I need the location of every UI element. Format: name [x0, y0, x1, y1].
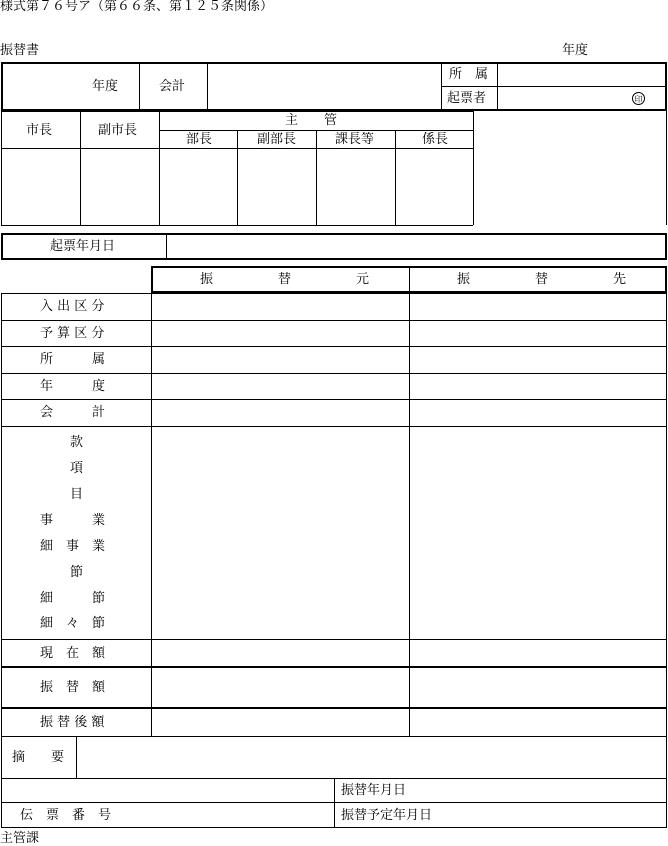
setsu-label: 節: [70, 565, 84, 580]
unit-chief-stamp-cell[interactable]: [396, 150, 472, 224]
after-amount-from-field[interactable]: [153, 710, 408, 735]
budget-class-label: 予 算 区 分: [40, 326, 105, 341]
summary-field[interactable]: [78, 738, 665, 777]
current-amount-label: 現 在 額: [40, 646, 106, 661]
drafter-label: 起票者: [447, 91, 487, 106]
transfer-date-field[interactable]: [420, 779, 665, 801]
dept-label: 所 属: [449, 67, 489, 82]
mayor-stamp-cell[interactable]: [2, 150, 79, 224]
director-label: 部長: [186, 132, 213, 147]
dept-row-label: 所 属: [40, 352, 106, 367]
saisaisetsu-label: 細 々 節: [40, 616, 106, 631]
after-amount-to-field[interactable]: [411, 710, 665, 735]
current-amount-to-field[interactable]: [411, 641, 665, 665]
planned-date-field[interactable]: [440, 804, 665, 826]
saisetsu-label: 細 節: [40, 591, 106, 606]
account-row-label: 会 計: [40, 405, 106, 420]
dept-to-field[interactable]: [411, 348, 665, 372]
year-row-label: 年 度: [40, 379, 106, 394]
transfer-amount-label: 振 替 額: [40, 680, 106, 695]
year-from-field[interactable]: [153, 375, 408, 398]
voucher-number-field[interactable]: [2, 779, 333, 801]
supervising-label: 主 管: [285, 113, 338, 128]
fiscal-year-top: 年度: [562, 43, 589, 58]
transfer-to-header: 振 替 先: [457, 272, 627, 287]
voucher-number-label: 伝 票 番 号: [20, 808, 112, 823]
dept-from-field[interactable]: [153, 348, 408, 372]
vice-mayor-label: 副市長: [98, 123, 138, 138]
saijigyou-label: 細 事 業: [40, 539, 106, 554]
section-chief-stamp-cell[interactable]: [317, 150, 394, 224]
seal-mark: 印: [632, 92, 645, 105]
current-amount-from-field[interactable]: [153, 641, 408, 665]
transfer-date-label: 振替年月日: [341, 783, 407, 798]
transfer-amount-from-field[interactable]: [153, 669, 408, 706]
account-name-field[interactable]: [209, 64, 439, 109]
budget-from-field[interactable]: [153, 322, 408, 345]
summary-label: 摘 要: [12, 750, 65, 765]
form-title: 様式第７６号ア（第６６条、第１２５条関係）: [0, 0, 274, 14]
draft-date-label: 起票年月日: [50, 239, 116, 254]
vice-mayor-stamp-cell[interactable]: [81, 150, 158, 224]
kou-label: 項: [70, 461, 84, 476]
year-to-field[interactable]: [411, 375, 665, 398]
draft-date-field[interactable]: [168, 235, 665, 258]
mayor-label: 市長: [26, 123, 53, 138]
deputy-director-stamp-cell[interactable]: [238, 150, 315, 224]
transfer-from-header: 振 替 元: [200, 272, 370, 287]
after-amount-label: 振 替 後 額: [40, 715, 105, 730]
jigyou-label: 事 業: [40, 513, 106, 528]
kan-label: 款: [70, 435, 84, 450]
director-stamp-cell[interactable]: [160, 150, 236, 224]
dept-field[interactable]: [499, 64, 665, 85]
account-label: 会計: [159, 79, 186, 94]
budget-items-from-field[interactable]: [153, 428, 408, 638]
fiscal-year-label: 年度: [92, 79, 119, 94]
in-out-from-field[interactable]: [153, 295, 408, 319]
in-out-to-field[interactable]: [411, 295, 665, 319]
in-out-label: 入 出 区 分: [40, 299, 105, 314]
transfer-amount-to-field[interactable]: [411, 669, 665, 706]
doc-title: 振替書: [0, 43, 40, 58]
section-chief-label: 課長等: [335, 132, 375, 147]
account-from-field[interactable]: [153, 401, 408, 425]
footer-dept: 主管課: [0, 831, 40, 846]
deputy-director-label: 副部長: [257, 132, 297, 147]
moku-label: 目: [70, 487, 84, 502]
unit-chief-label: 係長: [422, 132, 449, 147]
budget-to-field[interactable]: [411, 322, 665, 345]
account-to-field[interactable]: [411, 401, 665, 425]
budget-items-to-field[interactable]: [411, 428, 665, 638]
drafter-field[interactable]: [499, 88, 627, 109]
planned-date-label: 振替予定年月日: [341, 808, 433, 823]
